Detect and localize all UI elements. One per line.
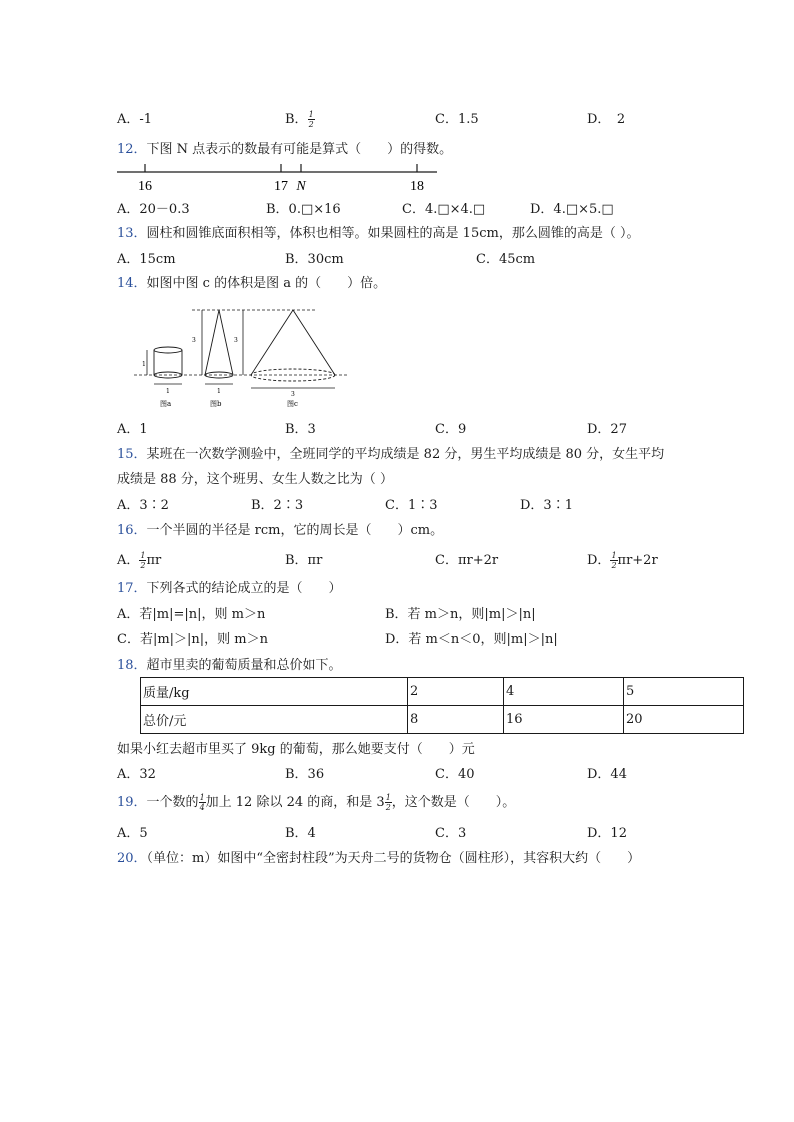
- q18-text: 超市里卖的葡萄质量和总价如下。: [146, 658, 342, 673]
- q16-text: 一个半圆的半径是 rcm，它的周长是（ ）cm。: [146, 523, 444, 538]
- q20-question: [117, 847, 640, 866]
- q12-option-d: D．4.□×5.□: [530, 202, 614, 217]
- q14-text: 如图中图 c 的体积是图 a 的（ ）倍。: [146, 276, 387, 291]
- q19-option-d: D．12: [587, 826, 627, 841]
- q13-question: [117, 222, 639, 241]
- q16-option-a: [117, 549, 161, 570]
- q15-question-line1: [117, 443, 664, 462]
- q19-fraction-2: $\frac{1}{2}$: [385, 793, 391, 812]
- cone-c-height-label: 3: [234, 337, 238, 344]
- q14-question: [117, 272, 386, 291]
- q15-text-line2: 成绩是 88 分，这个班男、女生人数之比为（ ）: [117, 472, 393, 487]
- q17-option-b: B．若 m＞n，则|m|＞|n|: [385, 607, 536, 622]
- q12-number: 12．: [117, 142, 147, 157]
- table-cell: 总价/元: [141, 706, 408, 734]
- q19-option-b: B．4: [285, 826, 316, 841]
- cone-c-diameter-label: 3: [291, 391, 295, 398]
- q17-question: [117, 577, 342, 596]
- q11-option-a: A．-1: [117, 112, 153, 127]
- q13-option-c: C．45cm: [476, 252, 536, 267]
- cone-b-height-label: 3: [192, 337, 196, 344]
- cone-b-right: [219, 310, 233, 375]
- q19-text-b: 加上 12 除以 24 的商，和是 3: [205, 795, 385, 810]
- q12-option-a: A．20－0.3: [117, 202, 190, 217]
- table-cell: 4: [504, 678, 624, 706]
- label-17: 17: [274, 179, 288, 194]
- q15-option-d: D．3∶1: [520, 498, 573, 513]
- q12-option-b: B．0.□×16: [266, 202, 341, 217]
- q14-option-b: B．3: [285, 422, 316, 437]
- table-cell: 质量/kg: [141, 678, 408, 706]
- q13-option-a: A．15cm: [117, 252, 176, 267]
- q17-option-d: D．若 m＜n＜0，则|m|＞|n|: [385, 632, 558, 647]
- q14-option-c: C．9: [435, 422, 467, 437]
- label-16: 16: [138, 179, 152, 194]
- q11-option-b-fraction: $\frac{1}{2}$: [308, 110, 314, 129]
- q17-option-a: A．若|m|=|n|，则 m＞n: [117, 607, 266, 622]
- q18-price-table: [140, 677, 744, 734]
- q11-option-d: D． 2: [587, 112, 626, 127]
- cone-b-diameter-label: 1: [217, 388, 221, 395]
- label-18: 18: [410, 179, 424, 194]
- cone-c-right: [293, 310, 335, 375]
- q13-number: 13．: [117, 226, 147, 241]
- q13-text: 圆柱和圆锥底面积相等，体积也相等。如果圆柱的高是 15cm，那么圆锥的高是（ ）。: [146, 226, 640, 241]
- q15-text-line1: 某班在一次数学测验中，全班同学的平均成绩是 82 分，男生平均成绩是 80 分，女生平均: [146, 447, 665, 462]
- table-cell: 16: [504, 706, 624, 734]
- q15-option-a: A．3∶2: [117, 498, 169, 513]
- q17-option-c: C．若|m|＞|n|，则 m＞n: [117, 632, 268, 647]
- q18-option-b: B．36: [285, 767, 325, 782]
- cylinder-diameter-label: 1: [166, 388, 170, 395]
- table-row: [141, 706, 744, 734]
- fig-c-caption: 图c: [287, 400, 298, 408]
- q16-question: [117, 519, 443, 538]
- cone-c-base: [251, 369, 335, 381]
- q19-text-a: 一个数的: [146, 795, 199, 810]
- q15-option-c: C．1∶3: [385, 498, 438, 513]
- q14-number: 14．: [117, 276, 147, 291]
- table-cell: 20: [624, 706, 744, 734]
- q19-fraction-1: $\frac{1}{4}$: [199, 793, 205, 812]
- q17-number: 17．: [117, 581, 147, 596]
- cylinder-top: [154, 347, 182, 353]
- q11-option-b-label: B．: [285, 112, 308, 127]
- q11-option-c: C．1.5: [435, 112, 479, 127]
- q12-question: [117, 138, 452, 157]
- q12-number-line: [117, 160, 447, 196]
- q18-option-c: C．40: [435, 767, 475, 782]
- q19-number: 19．: [117, 795, 147, 810]
- q16-option-d-fraction: $\frac{1}{2}$: [611, 551, 617, 570]
- q14-figure: [130, 300, 350, 412]
- label-n: N: [296, 179, 306, 194]
- q16-option-d: [587, 549, 658, 570]
- q16-option-c: C．πr+2r: [435, 553, 499, 568]
- q19-text-c: ，这个数是（ ）。: [391, 795, 516, 810]
- q16-option-a-prefix: A．: [117, 553, 140, 568]
- q16-option-b: B．πr: [285, 553, 323, 568]
- q15-option-b: B．2∶3: [251, 498, 304, 513]
- q13-option-b: B．30cm: [285, 252, 344, 267]
- table-cell: 2: [408, 678, 504, 706]
- cone-c-left: [251, 310, 293, 375]
- q18-option-a: A．32: [117, 767, 156, 782]
- q18-number: 18．: [117, 658, 147, 673]
- q14-option-a: A．1: [117, 422, 148, 437]
- q19-question: [117, 791, 515, 812]
- q20-number: 20．: [117, 851, 147, 866]
- q16-number: 16．: [117, 523, 147, 538]
- q16-option-a-suffix: πr: [146, 553, 162, 568]
- q16-option-d-prefix: D．: [587, 553, 611, 568]
- q18-question: [117, 654, 342, 673]
- q18-text-after: 如果小红去超市里买了 9kg 的葡萄，那么她要支付（ ）元: [117, 742, 475, 757]
- q19-option-c: C．3: [435, 826, 467, 841]
- table-row: [141, 678, 744, 706]
- q15-number: 15．: [117, 447, 147, 462]
- q14-option-d: D．27: [587, 422, 627, 437]
- q12-text: 下图 N 点表示的数最有可能是算式（ ）的得数。: [146, 142, 453, 157]
- cylinder-height-label: 1: [142, 361, 146, 368]
- q17-text: 下列各式的结论成立的是（ ）: [146, 581, 342, 596]
- table-cell: 8: [408, 706, 504, 734]
- q18-option-d: D．44: [587, 767, 627, 782]
- q11-option-b: [285, 108, 315, 129]
- table-cell: 5: [624, 678, 744, 706]
- q19-option-a: A．5: [117, 826, 148, 841]
- cone-b-left: [205, 310, 219, 375]
- q16-option-a-fraction: $\frac{1}{2}$: [140, 551, 146, 570]
- cylinder-base: [154, 372, 182, 378]
- q20-text: （单位：m）如图中“全密封柱段”为天舟二号的货物仓（圆柱形），其容积大约（ ）: [146, 851, 641, 866]
- q12-option-c: C．4.□×4.□: [402, 202, 486, 217]
- q16-option-d-suffix: πr+2r: [617, 553, 658, 568]
- fig-b-caption: 图b: [210, 400, 222, 408]
- fig-a-caption: 图a: [160, 400, 172, 408]
